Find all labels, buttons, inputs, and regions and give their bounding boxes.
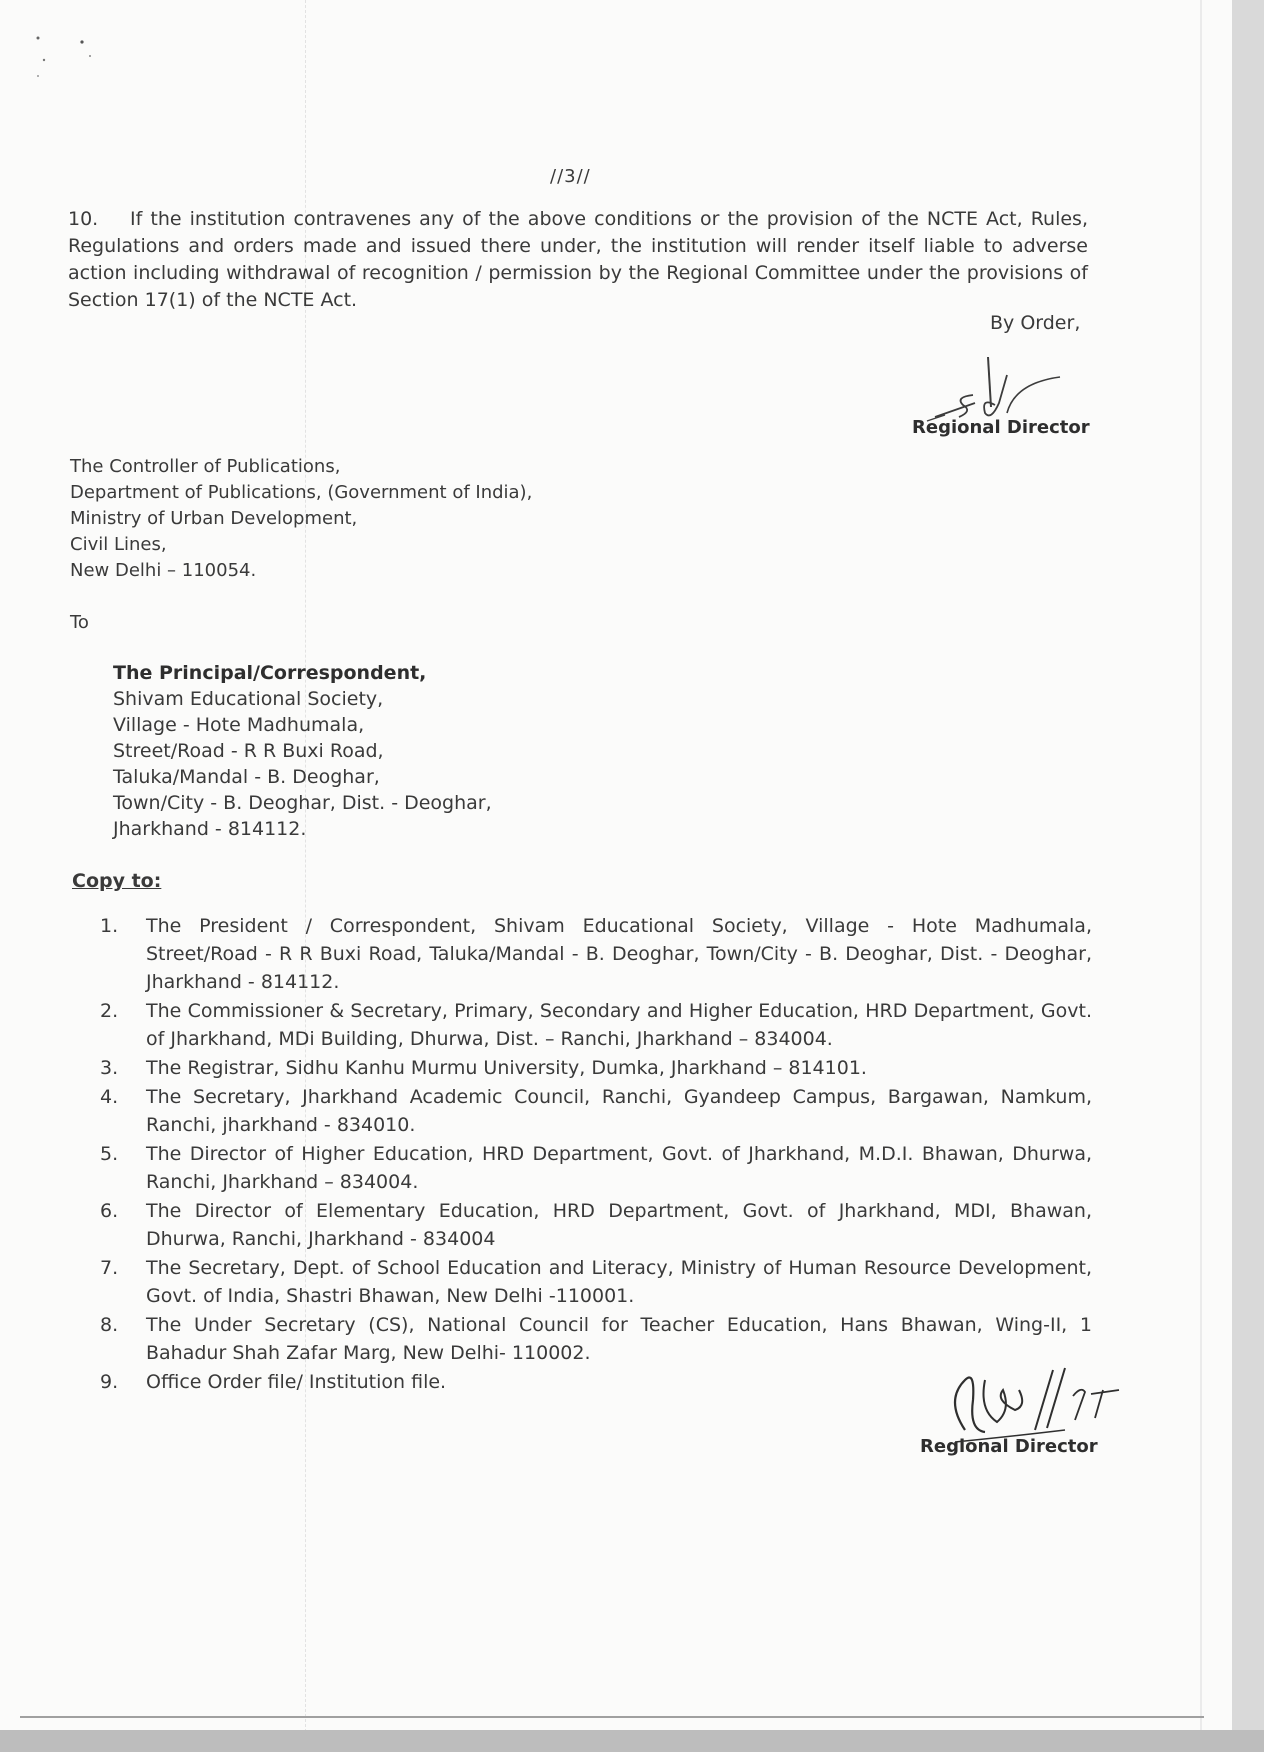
scan-bottom-rule xyxy=(20,1716,1204,1718)
item-text: The Director of Higher Education, HRD Department, Govt. of Jharkhand, M.D.I. Bhawan, Dhurwa, Ranchi, Jharkhand – 834004. xyxy=(146,1143,1092,1193)
list-item xyxy=(100,1054,1092,1082)
list-item xyxy=(100,1311,1092,1367)
item-text: The Secretary, Jharkhand Academic Council, Ranchi, Gyandeep Campus, Bargawan, Namkum, Ranchi, jharkhand - 834010. xyxy=(146,1086,1092,1136)
list-item xyxy=(100,1083,1092,1139)
recipient-line: Village - Hote Madhumala, xyxy=(113,714,365,736)
list-item xyxy=(100,1140,1092,1196)
item-text: The Registrar, Sidhu Kanhu Murmu University, Dumka, Jharkhand – 814101. xyxy=(146,1057,867,1079)
item-text: The Commissioner & Secretary, Primary, Secondary and Higher Education, HRD Department, Govt. of Jharkhand, MDi Building, Dhurwa, Dist. – Ranchi, Jharkhand – 834004. xyxy=(146,1000,1092,1050)
item-number: 9. xyxy=(100,1371,119,1393)
address-line: Civil Lines, xyxy=(70,534,167,555)
copy-to-list xyxy=(100,912,1092,1397)
copy-to-heading: Copy to: xyxy=(72,870,162,892)
address-line: Department of Publications, (Government of India), xyxy=(70,482,533,503)
item-number: 8. xyxy=(100,1314,119,1336)
item-number: 6. xyxy=(100,1200,119,1222)
recipient-line: Shivam Educational Society, xyxy=(113,688,384,710)
publications-address xyxy=(70,454,532,584)
recipient-address xyxy=(113,660,492,842)
address-line: New Delhi – 110054. xyxy=(70,560,257,581)
scan-edge-right xyxy=(1232,0,1264,1752)
address-line: Ministry of Urban Development, xyxy=(70,508,358,529)
recipient-line: Town/City - B. Deoghar, Dist. - Deoghar, xyxy=(113,792,492,814)
signatory-designation: Regional Director xyxy=(920,1436,1098,1457)
paragraph-number: 10. xyxy=(68,208,99,230)
list-item xyxy=(100,912,1092,996)
item-number: 1. xyxy=(100,915,119,937)
item-number: 7. xyxy=(100,1257,119,1279)
item-text: The Secretary, Dept. of School Education and Literacy, Ministry of Human Resource Development, Govt. of India, Shastri Bhawan, New Delhi -110001. xyxy=(146,1257,1092,1307)
list-item xyxy=(100,1197,1092,1253)
item-text: Office Order file/ Institution file. xyxy=(146,1371,447,1393)
signatory-designation: Regional Director xyxy=(912,417,1090,438)
page-edge-line xyxy=(1200,0,1202,1752)
list-item xyxy=(100,997,1092,1053)
item-text: The Under Secretary (CS), National Council for Teacher Education, Hans Bhawan, Wing-II, 1 Bahadur Shah Zafar Marg, New Delhi- 110002. xyxy=(146,1314,1092,1364)
item-number: 3. xyxy=(100,1057,119,1079)
recipient-heading: The Principal/Correspondent, xyxy=(113,662,427,684)
recipient-line: Jharkhand - 814112. xyxy=(113,818,307,840)
item-number: 5. xyxy=(100,1143,119,1165)
by-order: By Order, xyxy=(990,312,1081,334)
item-number: 2. xyxy=(100,1000,119,1022)
item-text: The President / Correspondent, Shivam Educational Society, Village - Hote Madhumala, Street/Road - R R Buxi Road, Taluka/Mandal - B. Deoghar, Town/City - B. Deoghar, Dist. - Deoghar, Jharkhand - 814112. xyxy=(146,915,1092,993)
address-line: The Controller of Publications, xyxy=(70,456,341,477)
scan-bottom-band xyxy=(0,1730,1264,1752)
recipient-line: Street/Road - R R Buxi Road, xyxy=(113,740,384,762)
list-item xyxy=(100,1254,1092,1310)
paragraph-text: If the institution contravenes any of the above conditions or the provision of the NCTE Act, Rules, Regulations and orders made and issued there under, the institution will render itself liable to adverse action including withdrawal of recognition / permission by the Regional Committee under the provisions of Section 17(1) of the NCTE Act. xyxy=(68,208,1088,311)
scan-specks xyxy=(30,30,120,90)
page-number: //3// xyxy=(550,166,591,187)
item-text: The Director of Elementary Education, HRD Department, Govt. of Jharkhand, MDI, Bhawan, Dhurwa, Ranchi, Jharkhand - 834004 xyxy=(146,1200,1092,1250)
condition-paragraph xyxy=(68,206,1088,314)
to-label: To xyxy=(70,612,89,633)
recipient-line: Taluka/Mandal - B. Deoghar, xyxy=(113,766,380,788)
item-number: 4. xyxy=(100,1086,119,1108)
